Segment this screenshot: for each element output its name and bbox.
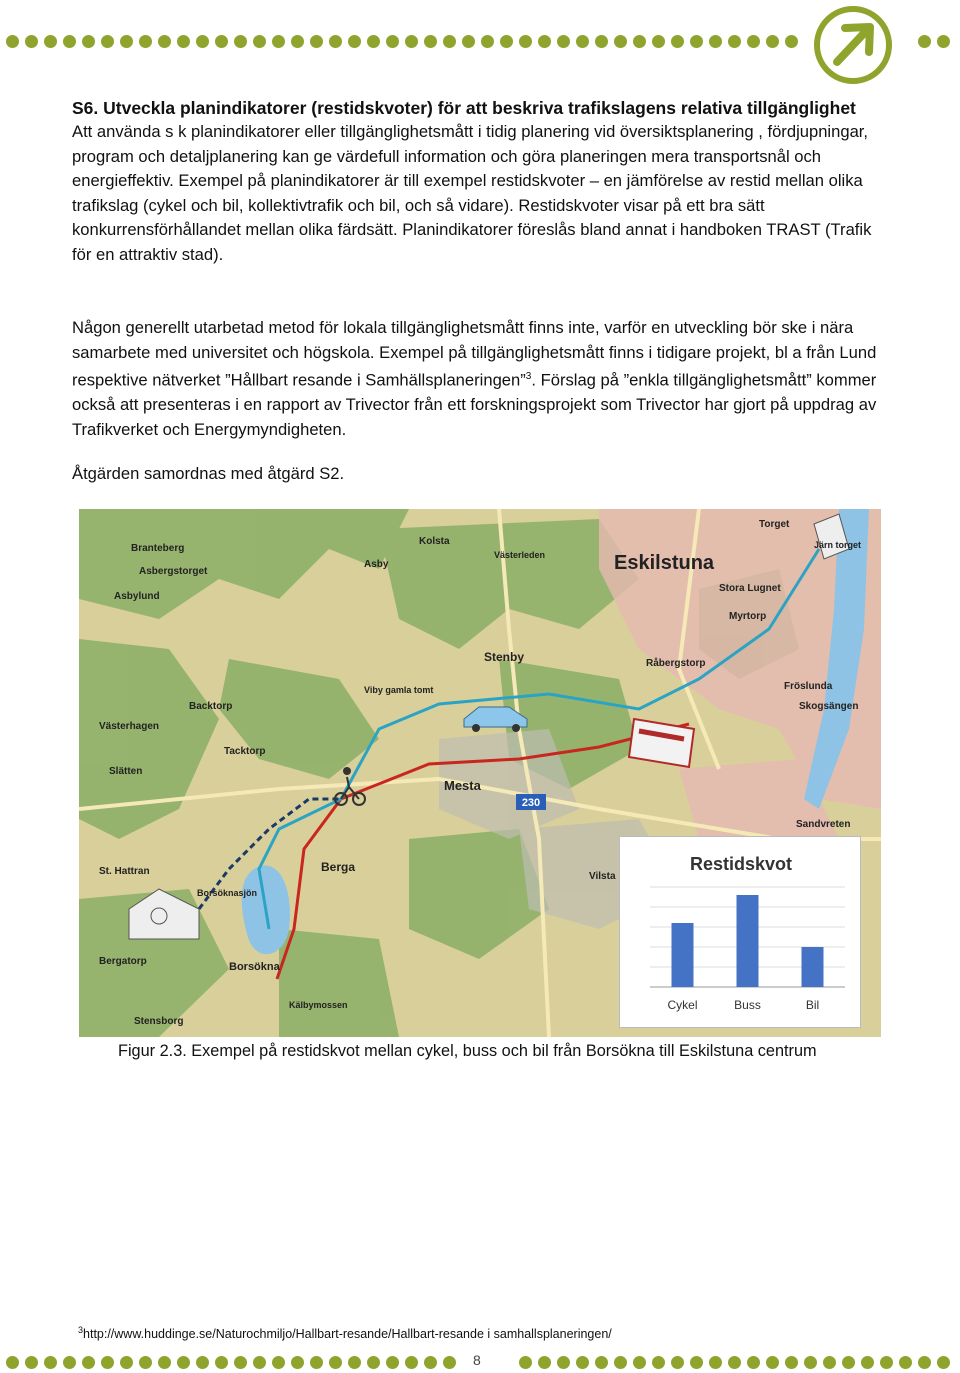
decor-dot	[386, 35, 399, 48]
decor-dot	[614, 1356, 627, 1369]
decor-dot	[63, 1356, 76, 1369]
decor-dot	[443, 35, 456, 48]
map-place-label: Backtorp	[189, 701, 233, 712]
decor-dot	[747, 35, 760, 48]
decor-dot	[215, 35, 228, 48]
decor-dot	[595, 1356, 608, 1369]
decor-dot	[44, 35, 57, 48]
decor-dot	[101, 1356, 114, 1369]
page-number: 8	[473, 1352, 481, 1368]
decor-dot	[918, 35, 931, 48]
decor-dot	[880, 1356, 893, 1369]
decor-dot	[348, 35, 361, 48]
paragraph-2	[72, 316, 882, 443]
map-place-label: Mesta	[444, 778, 481, 793]
decor-dot	[158, 35, 171, 48]
map-place-label: Järn torget	[814, 540, 862, 550]
decor-dot	[348, 1356, 361, 1369]
decor-dot	[196, 1356, 209, 1369]
map-place-label: Stenby	[484, 650, 525, 664]
decor-dot	[671, 1356, 684, 1369]
decor-dot	[633, 35, 646, 48]
map-place-label: Borsökna	[229, 961, 280, 973]
chart-inset	[619, 836, 861, 1028]
decor-dot	[139, 35, 152, 48]
decor-dot	[538, 1356, 551, 1369]
decor-dot	[576, 35, 589, 48]
decor-dot	[101, 35, 114, 48]
decor-dot	[937, 35, 950, 48]
map-place-label: Västerleden	[494, 550, 546, 560]
map-place-label: Myrtorp	[729, 611, 767, 622]
decor-dot	[728, 1356, 741, 1369]
decor-dot	[44, 1356, 57, 1369]
decor-dot	[310, 1356, 323, 1369]
footnote-ref[interactable]: 3	[525, 371, 532, 383]
decor-dot	[272, 35, 285, 48]
decor-dot	[861, 1356, 874, 1369]
decor-dot	[234, 35, 247, 48]
decor-dot	[690, 35, 703, 48]
decor-dot	[405, 35, 418, 48]
decor-dot	[728, 35, 741, 48]
chart-title: Restidskvot	[690, 854, 793, 874]
decor-dot	[386, 1356, 399, 1369]
chart-tick-label: Buss	[734, 998, 761, 1012]
decor-dot	[424, 35, 437, 48]
decor-dot	[234, 1356, 247, 1369]
decor-dot	[82, 35, 95, 48]
paragraph-3	[72, 462, 882, 487]
decor-dot	[120, 35, 133, 48]
decor-dot	[538, 35, 551, 48]
decor-dot	[519, 35, 532, 48]
footnote	[78, 1325, 612, 1341]
decor-dot	[443, 1356, 456, 1369]
road-shield-label: 230	[521, 797, 541, 809]
decor-dot	[557, 35, 570, 48]
main-text	[72, 96, 882, 268]
decor-dot	[6, 1356, 19, 1369]
decor-dot	[329, 35, 342, 48]
map-place-label: Asby	[364, 559, 389, 570]
map-place-label: Kälbymossen	[289, 1000, 348, 1010]
map-place-label: Torget	[759, 519, 790, 530]
map-place-label: Borsöknasjön	[197, 888, 258, 898]
decor-dot	[614, 35, 627, 48]
map-place-label: St. Hattran	[99, 866, 150, 877]
decor-dot	[652, 1356, 665, 1369]
chart-bar-bil	[802, 947, 824, 987]
map-place-label: Asbergstorget	[139, 566, 208, 577]
decor-dot	[177, 35, 190, 48]
decor-dot	[6, 35, 19, 48]
decor-dot	[709, 1356, 722, 1369]
map-place-label: Viby gamla tomt	[364, 685, 434, 695]
decor-dot	[576, 1356, 589, 1369]
decor-dot	[158, 1356, 171, 1369]
decor-dot	[500, 35, 513, 48]
decor-dot	[937, 1356, 950, 1369]
chart-bar-buss	[737, 895, 759, 987]
decor-dot	[766, 1356, 779, 1369]
decor-dot	[63, 35, 76, 48]
footnote-url[interactable]: http://www.huddinge.se/Naturochmiljo/Hallbart-resande/Hallbart-resande i samhallsplaneringen/	[83, 1327, 612, 1342]
decor-dot	[196, 35, 209, 48]
footnote-marker: 3	[78, 1325, 84, 1335]
decor-dot	[291, 1356, 304, 1369]
map-place-label: Västerhagen	[99, 721, 160, 732]
map-place-label: Kolsta	[419, 536, 450, 547]
decor-dot	[633, 1356, 646, 1369]
decor-dot	[690, 1356, 703, 1369]
map-place-label: Eskilstuna	[614, 552, 715, 574]
decor-dot	[709, 35, 722, 48]
decor-dot	[120, 1356, 133, 1369]
map-place-label: Berga	[321, 860, 356, 874]
decor-dot	[785, 1356, 798, 1369]
decor-dot	[899, 1356, 912, 1369]
restidskvot-chart	[620, 837, 860, 1027]
decor-dot	[481, 35, 494, 48]
decor-dot	[652, 35, 665, 48]
map-place-label: Branteberg	[131, 543, 185, 554]
decor-dot	[215, 1356, 228, 1369]
arrow-logo-icon	[812, 4, 894, 86]
decor-dot	[823, 1356, 836, 1369]
chart-tick-label: Cykel	[667, 998, 698, 1012]
decor-dot	[671, 35, 684, 48]
decor-dot	[272, 1356, 285, 1369]
section-heading: S6. Utveckla planindikatorer (restidskvoter) för att beskriva trafikslagens relativa tillgänglighet	[72, 98, 856, 118]
decor-dot	[177, 1356, 190, 1369]
decor-dot	[747, 1356, 760, 1369]
paragraph-2-text: Någon generellt utarbetad metod för lokala tillgänglighetsmått finns inte, varför en utveckling bör ske i nära samarbete med universitet och högskola. Exempel på tillgänglighetsmått finns i tidigare projekt, bl a från Lund respektive nätverket ”Hållbart resande i Samhällsplaneringen”	[72, 318, 877, 390]
map-place-label: Skogsängen	[799, 701, 859, 712]
map-place-label: Fröslunda	[784, 681, 833, 692]
decor-dot	[918, 1356, 931, 1369]
decor-dot	[557, 1356, 570, 1369]
decor-dot	[253, 35, 266, 48]
map-place-label: Asbylund	[114, 591, 160, 602]
map-place-label: Råbergstorp	[646, 658, 706, 669]
decor-dot	[424, 1356, 437, 1369]
decor-dot	[804, 1356, 817, 1369]
paragraph-2-text-cont: . Förslag på ”enkla tillgänglighetsmått” kommer också att presenteras i en rapport av Trivector från ett forskningsprojekt som Trivector har gjort på uppdrag av Trafikverket och Energymyndigheten.	[72, 370, 877, 439]
map-place-label: Sandvreten	[796, 819, 851, 830]
paragraph-3-text: Åtgärden samordnas med åtgärd S2.	[72, 464, 345, 483]
decor-dot	[842, 1356, 855, 1369]
decor-dot	[367, 1356, 380, 1369]
decor-dot	[367, 35, 380, 48]
map-place-label: Slätten	[109, 766, 143, 777]
decor-dot	[329, 1356, 342, 1369]
decor-dot	[291, 35, 304, 48]
decor-dot	[405, 1356, 418, 1369]
map-place-label: Stora Lugnet	[719, 583, 781, 594]
decor-dot	[253, 1356, 266, 1369]
figure-caption: Figur 2.3. Exempel på restidskvot mellan cykel, buss och bil från Borsökna till Eskilstuna centrum	[118, 1042, 817, 1060]
decor-dot	[462, 35, 475, 48]
decor-dot	[82, 1356, 95, 1369]
intro-paragraph: Att använda s k planindikatorer eller tillgänglighetsmått i tidig planering vid översiktsplanering , fördjupningar, program och detaljplanering kan ge värdefull information och göra planeringen mera transportsnål och energieffektiv. Exempel på planindikatorer är till exempel restidskvoter – en jämförelse av restid mellan olika trafikslag (cykel och bil, kollektivtrafik och bil, och så vidare). Restidskvoter visar på ett bra sätt konkurrensförhållandet mellan olika färdsätt. Planindikatorer föreslås bland annat i handboken TRAST (Trafik för en attraktiv stad).	[72, 122, 872, 264]
chart-bar-cykel	[672, 923, 694, 987]
map-place-label: Tacktorp	[224, 746, 266, 757]
map-place-label: Bergatorp	[99, 956, 147, 967]
map-place-label: Stensborg	[134, 1016, 184, 1027]
chart-tick-label: Bil	[805, 998, 820, 1012]
decor-dot	[519, 1356, 532, 1369]
decor-dot	[139, 1356, 152, 1369]
decor-dot	[25, 1356, 38, 1369]
decor-dot	[766, 35, 779, 48]
decor-dot	[310, 35, 323, 48]
map-figure	[79, 509, 881, 1037]
decor-dot	[25, 35, 38, 48]
decor-dot	[595, 35, 608, 48]
map-place-label: Vilsta	[589, 871, 616, 882]
decor-dot	[785, 35, 798, 48]
